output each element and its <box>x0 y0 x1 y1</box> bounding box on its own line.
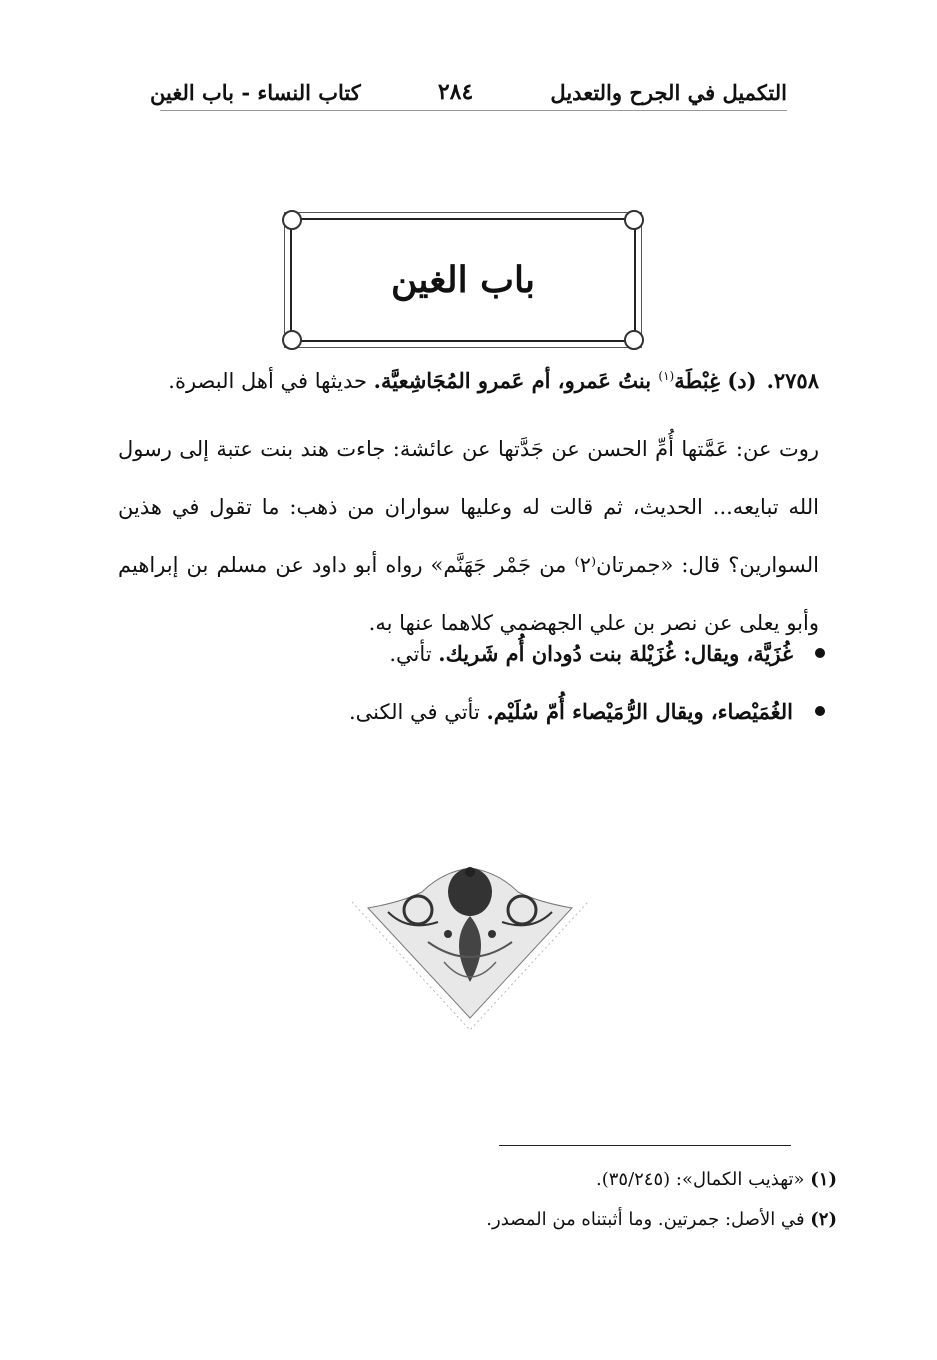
entry-name-continued: بنتُ عَمرو، أم عَمرو المُجَاشِعيَّة. <box>373 368 659 393</box>
footnote-separator <box>499 1145 791 1146</box>
page-number: ٢٨٤ <box>437 79 474 105</box>
entry-summary: حديثها في أهل البصرة. <box>168 369 374 393</box>
narration-paragraph: روت عن: عَمَّتها أُمِّ الحسن عن جَدَّتها عن عائشة: جاءت هند بنت عتبة إلى رسول الله تبايعه... الحديث، ثم قالت له وعليها سواران من ذهب: ما تقول في هذين السوارين؟ قال: «جمرتان⁽٢⁾ من جَمْر جَهَنَّم» رواه أبو داود عن مسلم بن إبراهيم وأبو يعلى عن نصر بن علي الجهضمي كلاهما عنها به. <box>118 437 819 635</box>
list-item <box>118 624 825 682</box>
header-rule <box>160 110 787 111</box>
footnote-text: في الأصل: جمرتين. وما أثبتناه من المصدر. <box>486 1209 811 1230</box>
cross-reference-list <box>118 624 825 740</box>
chapter-cartouche <box>290 218 636 342</box>
bullet-icon <box>815 706 825 716</box>
cross-ref-name: غُزَيَّة، ويقال: غُزَيْلة بنت دُودان أُم شَريك. <box>438 640 793 666</box>
cross-ref-name: الغُمَيْصاء، ويقال الرُّمَيْصاء أُمّ سُلَيْم. <box>486 698 793 724</box>
footnote-text: «تهذيب الكمال»: (٣٥/٢٤٥). <box>595 1169 811 1190</box>
bullet-icon <box>815 648 825 658</box>
entry-heading <box>118 356 819 401</box>
floral-ornament-icon <box>348 862 592 1032</box>
entry-name: (د) غِبْطَة <box>674 368 757 393</box>
chapter-heading: باب الغين <box>390 259 536 301</box>
entry-number: ٢٧٥٨. <box>766 368 819 393</box>
book-title: التكميل في الجرح والتعديل <box>550 79 787 105</box>
running-header <box>150 72 787 112</box>
frame-scroll-ornament <box>282 330 302 350</box>
footnote <box>118 1160 837 1200</box>
frame-scroll-ornament <box>624 210 644 230</box>
cross-ref-note: تأتي. <box>389 641 439 666</box>
list-item <box>118 682 825 740</box>
footnote <box>118 1200 837 1240</box>
cross-ref-note: تأتي في الكنى. <box>348 699 487 724</box>
running-chapter-title: كتاب النساء - باب الغين <box>150 79 361 105</box>
footnotes <box>118 1160 837 1240</box>
footnote-marker: (١) <box>810 1169 837 1190</box>
footnote-marker: (٢) <box>810 1209 837 1230</box>
footnote-reference: (١) <box>658 369 675 383</box>
